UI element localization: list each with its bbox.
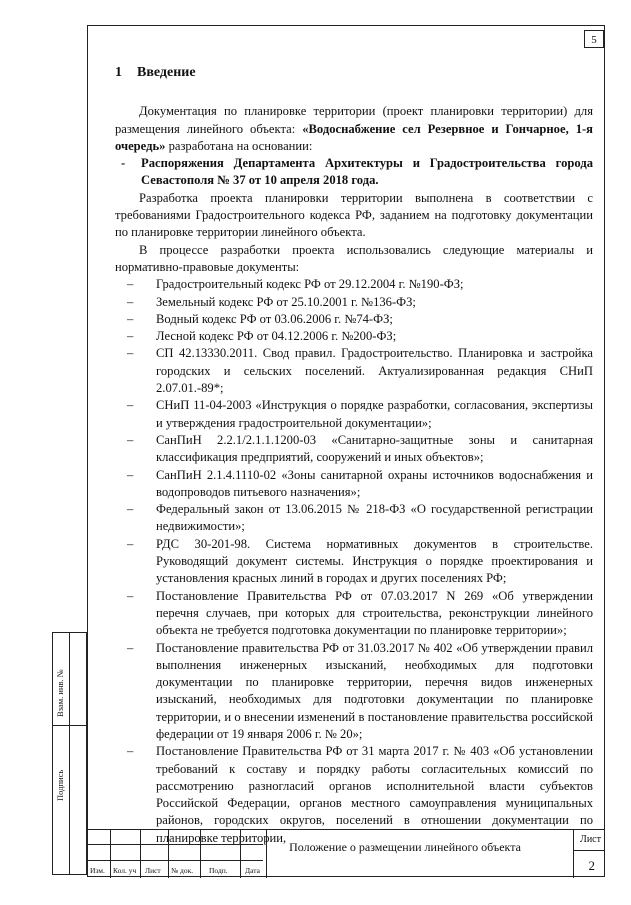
intro-paragraph	[115, 103, 593, 155]
document-body	[115, 64, 593, 847]
signature-label: Подпись	[55, 769, 65, 801]
list-dash: –	[127, 398, 134, 413]
list-dash: –	[127, 502, 134, 517]
section-heading	[115, 64, 593, 81]
sheet-divider	[573, 850, 605, 851]
stamp-label: Дата	[245, 866, 260, 875]
sheet-number: 2	[588, 858, 595, 873]
document-title: Постановление Правительства РФ от 07.03.2017 N 269 «Об утверждении перечня случаев, при которых для строительства, реконструкции линейного объекта не требуется подготовка документации по планировке территории»;	[156, 588, 593, 638]
stamp-label: Подп.	[209, 866, 228, 875]
document-list-item	[115, 397, 593, 432]
document-list-item	[115, 294, 593, 311]
document-title: Земельный кодекс РФ от 25.10.2001 г. №136-ФЗ;	[156, 294, 416, 309]
materials-paragraph: В процессе разработки проекта использовались следующие материалы и нормативно-правовые документы:	[115, 242, 593, 274]
basis-item	[115, 155, 593, 190]
document-list-item	[115, 276, 593, 293]
stamp-label: Изм.	[90, 866, 105, 875]
document-title: Постановление правительства РФ от 31.03.2017 № 402 «Об утверждении правил выполнения инженерных изысканий, необходимых для подготовки документации по планировке территории, перечня видов инженерных изысканий, необходимых для подготовки документации по планировке территории, и о внесении изменений в постановление правительства российской федерации от 19 января 2006 г. № 20»;	[156, 640, 593, 741]
document-title: Федеральный закон от 13.06.2015 № 218-ФЗ «О государственной регистрации недвижимости»;	[156, 502, 593, 534]
document-title: СНиП 11-04-2003 «Инструкция о порядке разработки, согласования, экспертизы и утверждения градостроительной документации»;	[156, 398, 593, 430]
list-dash: –	[127, 467, 134, 482]
list-dash: –	[127, 432, 134, 447]
document-title: Лесной кодекс РФ от 04.12.2006 г. №200-ФЗ;	[156, 329, 397, 344]
document-list-item	[115, 501, 593, 536]
list-dash: –	[127, 588, 134, 603]
list-dash: -	[121, 156, 126, 171]
list-dash: –	[127, 277, 134, 292]
list-dash: –	[127, 536, 134, 551]
document-title: РДС 30-201-98. Система нормативных документов в строительстве. Руководящий документ системы. Инструкция о порядке проектирования и установления красных линий в городах и других поселениях РФ;	[156, 536, 593, 586]
list-dash: –	[127, 329, 134, 344]
stamp-title: Положение о размещении линейного объекта	[289, 840, 521, 854]
document-list-item	[115, 467, 593, 502]
document-list-item	[115, 328, 593, 345]
document-title: Постановление Правительства РФ от 31 марта 2017 г. № 403 «Об установлении требований к составу и порядку работы согласительных комиссий по рассмотрению разногласий органов исполнительной власти субъектов Российской Федерации, органов местного самоуправления муниципальных районов, городских округов, поселений в отношении документации по планировке территории,	[156, 744, 593, 845]
document-list-item	[115, 536, 593, 588]
list-dash: –	[127, 311, 134, 326]
sheet-label: Лист	[580, 834, 601, 845]
list-dash: –	[127, 640, 134, 655]
document-title: СП 42.13330.2011. Свод правил. Градостроительство. Планировка и застройка городских и сельских поселений. Актуализированная редакция СНиП 2.07.01.-89*;	[156, 346, 593, 396]
section-title: Введение	[137, 65, 196, 80]
document-title: Градостроительный кодекс РФ от 29.12.2004 г. №190-ФЗ;	[156, 277, 464, 292]
stamp-label: № док.	[171, 866, 194, 875]
document-title: СанПиН 2.1.4.1110-02 «Зоны санитарной охраны источников водоснабжения и водопроводов питьевого назначения»;	[156, 467, 593, 499]
document-list-item	[115, 588, 593, 640]
basis-text: Распоряжения Департамента Архитектуры и Градостроительства города Севастополя № 37 от 10 апреля 2018 года.	[141, 156, 593, 188]
list-dash: –	[127, 294, 134, 309]
list-dash: –	[127, 346, 134, 361]
document-list-item	[115, 640, 593, 744]
intro-text-end: разработана на основании:	[165, 138, 313, 153]
document-title: СанПиН 2.2.1/2.1.1.1200-03 «Санитарно-защитные зоны и санитарная классификация предприятий, сооружений и иных объектов»;	[156, 432, 593, 465]
title-block	[87, 829, 605, 877]
replaced-inventory-label: Взам. инв. №	[55, 669, 65, 717]
stamp-label: Кол. уч	[113, 866, 137, 875]
strip-divider	[53, 725, 86, 726]
document-list-item	[115, 432, 593, 467]
document-list-item	[115, 311, 593, 328]
document-title: Водный кодекс РФ от 03.06.2006 г. №74-ФЗ;	[156, 311, 393, 326]
documents-list	[115, 276, 593, 847]
list-dash: –	[127, 744, 134, 759]
page-number: 5	[584, 30, 604, 48]
document-list-item	[115, 345, 593, 397]
development-paragraph: Разработка проекта планировки территории выполнена в соответствии с требованиями Градостроительного кодекса РФ, заданием на подготовку документации по планировке территории линейного объекта.	[115, 190, 593, 240]
side-approval-strip	[52, 632, 87, 875]
object-name: «Водоснабжение сел Резервное и Гончарное, 1-я очередь»	[115, 121, 593, 153]
stamp-label: Лист	[145, 866, 161, 875]
intro-text: Документация по планировке территории (проект планировки территории) для размещения линейного объекта:	[115, 104, 593, 136]
section-number: 1	[115, 65, 122, 80]
